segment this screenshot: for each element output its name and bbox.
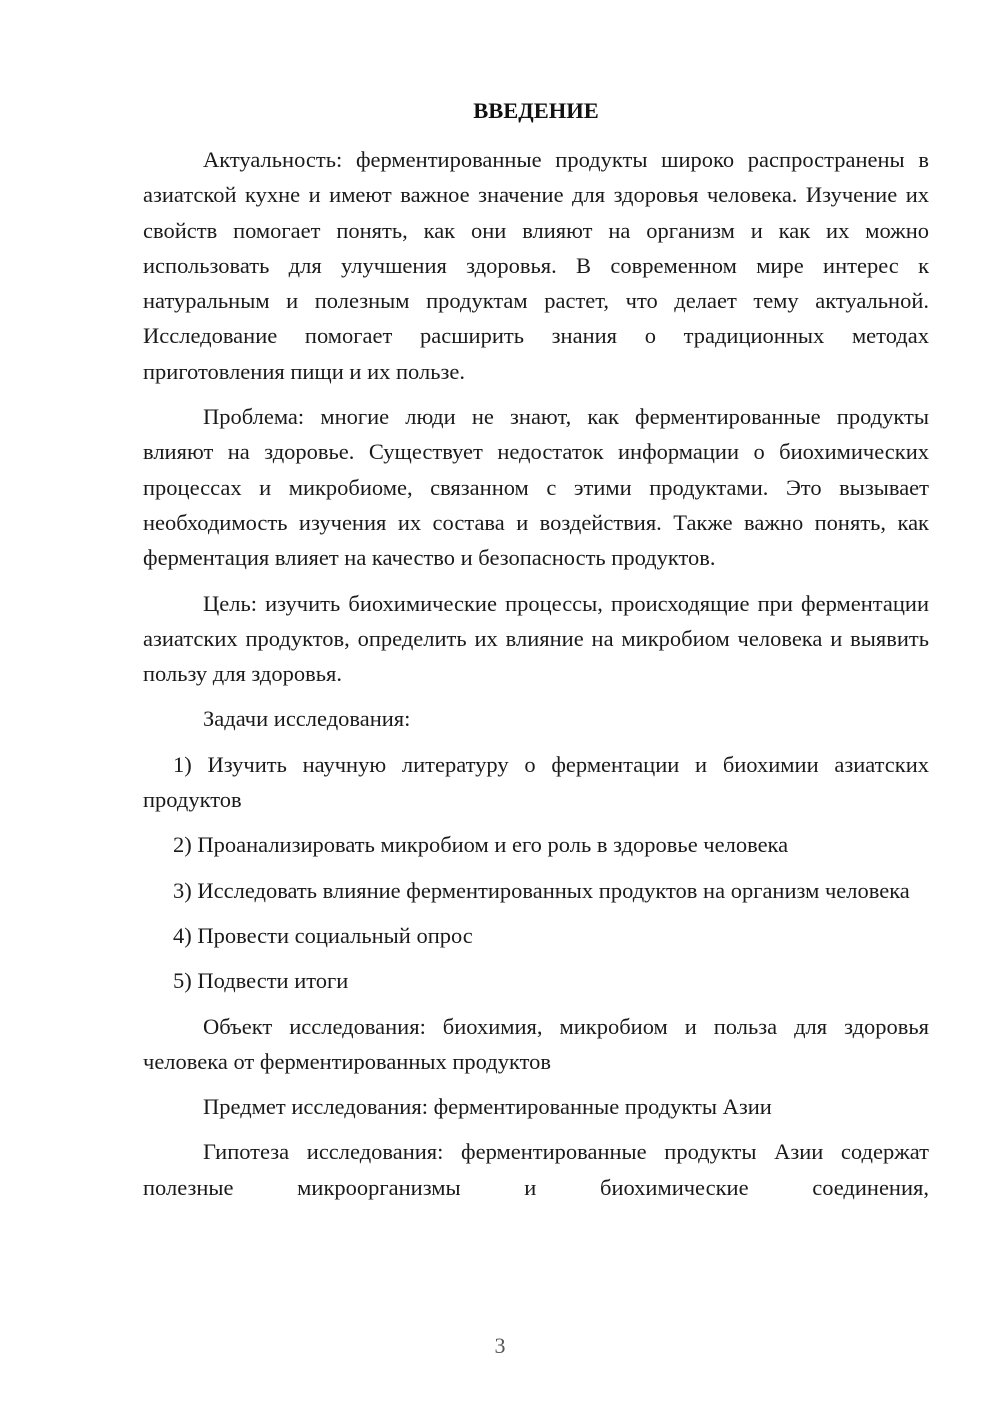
task-item: 3) Исследовать влияние ферментированных продуктов на организм человека xyxy=(173,877,910,903)
document-page xyxy=(143,98,929,1205)
task-item: 1) Изучить научную литературу о ферментации и биохимии азиатских продуктов xyxy=(143,751,929,813)
tasks-title: Задачи исследования: xyxy=(203,706,411,732)
section-heading: ВВЕДЕНИЕ xyxy=(473,98,599,123)
page-number: 3 xyxy=(494,1333,506,1358)
task-item: 2) Проанализировать микробиом и его роль в здоровье человека xyxy=(173,832,789,858)
subject-paragraph: Предмет исследования: ферментированные продукты Азии xyxy=(203,1094,772,1120)
problem-paragraph: Проблема: многие люди не знают, как ферментированные продукты влияют на здоровье. Существует недостаток информации о биохимических процессах и микробиоме, связанном с этими продуктами. Это вызывает необходимость изучения их состава и воздействия. Также важно понять, как ферментация влияет на качество и безопасность продуктов. xyxy=(143,404,929,571)
object-paragraph: Объект исследования: биохимия, микробиом и польза для здоровья человека от ферментированных продуктов xyxy=(143,1013,929,1074)
task-item: 4) Провести социальный опрос xyxy=(173,922,473,948)
hypothesis-paragraph: Гипотеза исследования: ферментированные продукты Азии содержат полезные микроорганизмы и биохимические соединения, xyxy=(143,1139,929,1200)
goal-paragraph: Цель: изучить биохимические процессы, происходящие при ферментации азиатских продуктов, определить их влияние на микробиом человека и выявить пользу для здоровья. xyxy=(143,590,929,687)
task-item: 5) Подвести итоги xyxy=(173,968,349,994)
relevance-paragraph: Актуальность: ферментированные продукты широко распространены в азиатской кухне и имеют важное значение для здоровья человека. Изучение их свойств помогает понять, как они влияют на организм и как их можно использовать для улучшения здоровья. В современном мире интерес к натуральным и полезным продуктам растет, что делает тему актуальной. Исследование помогает расширить знания о традиционных методах приготовления пищи и их пользе. xyxy=(143,147,929,384)
